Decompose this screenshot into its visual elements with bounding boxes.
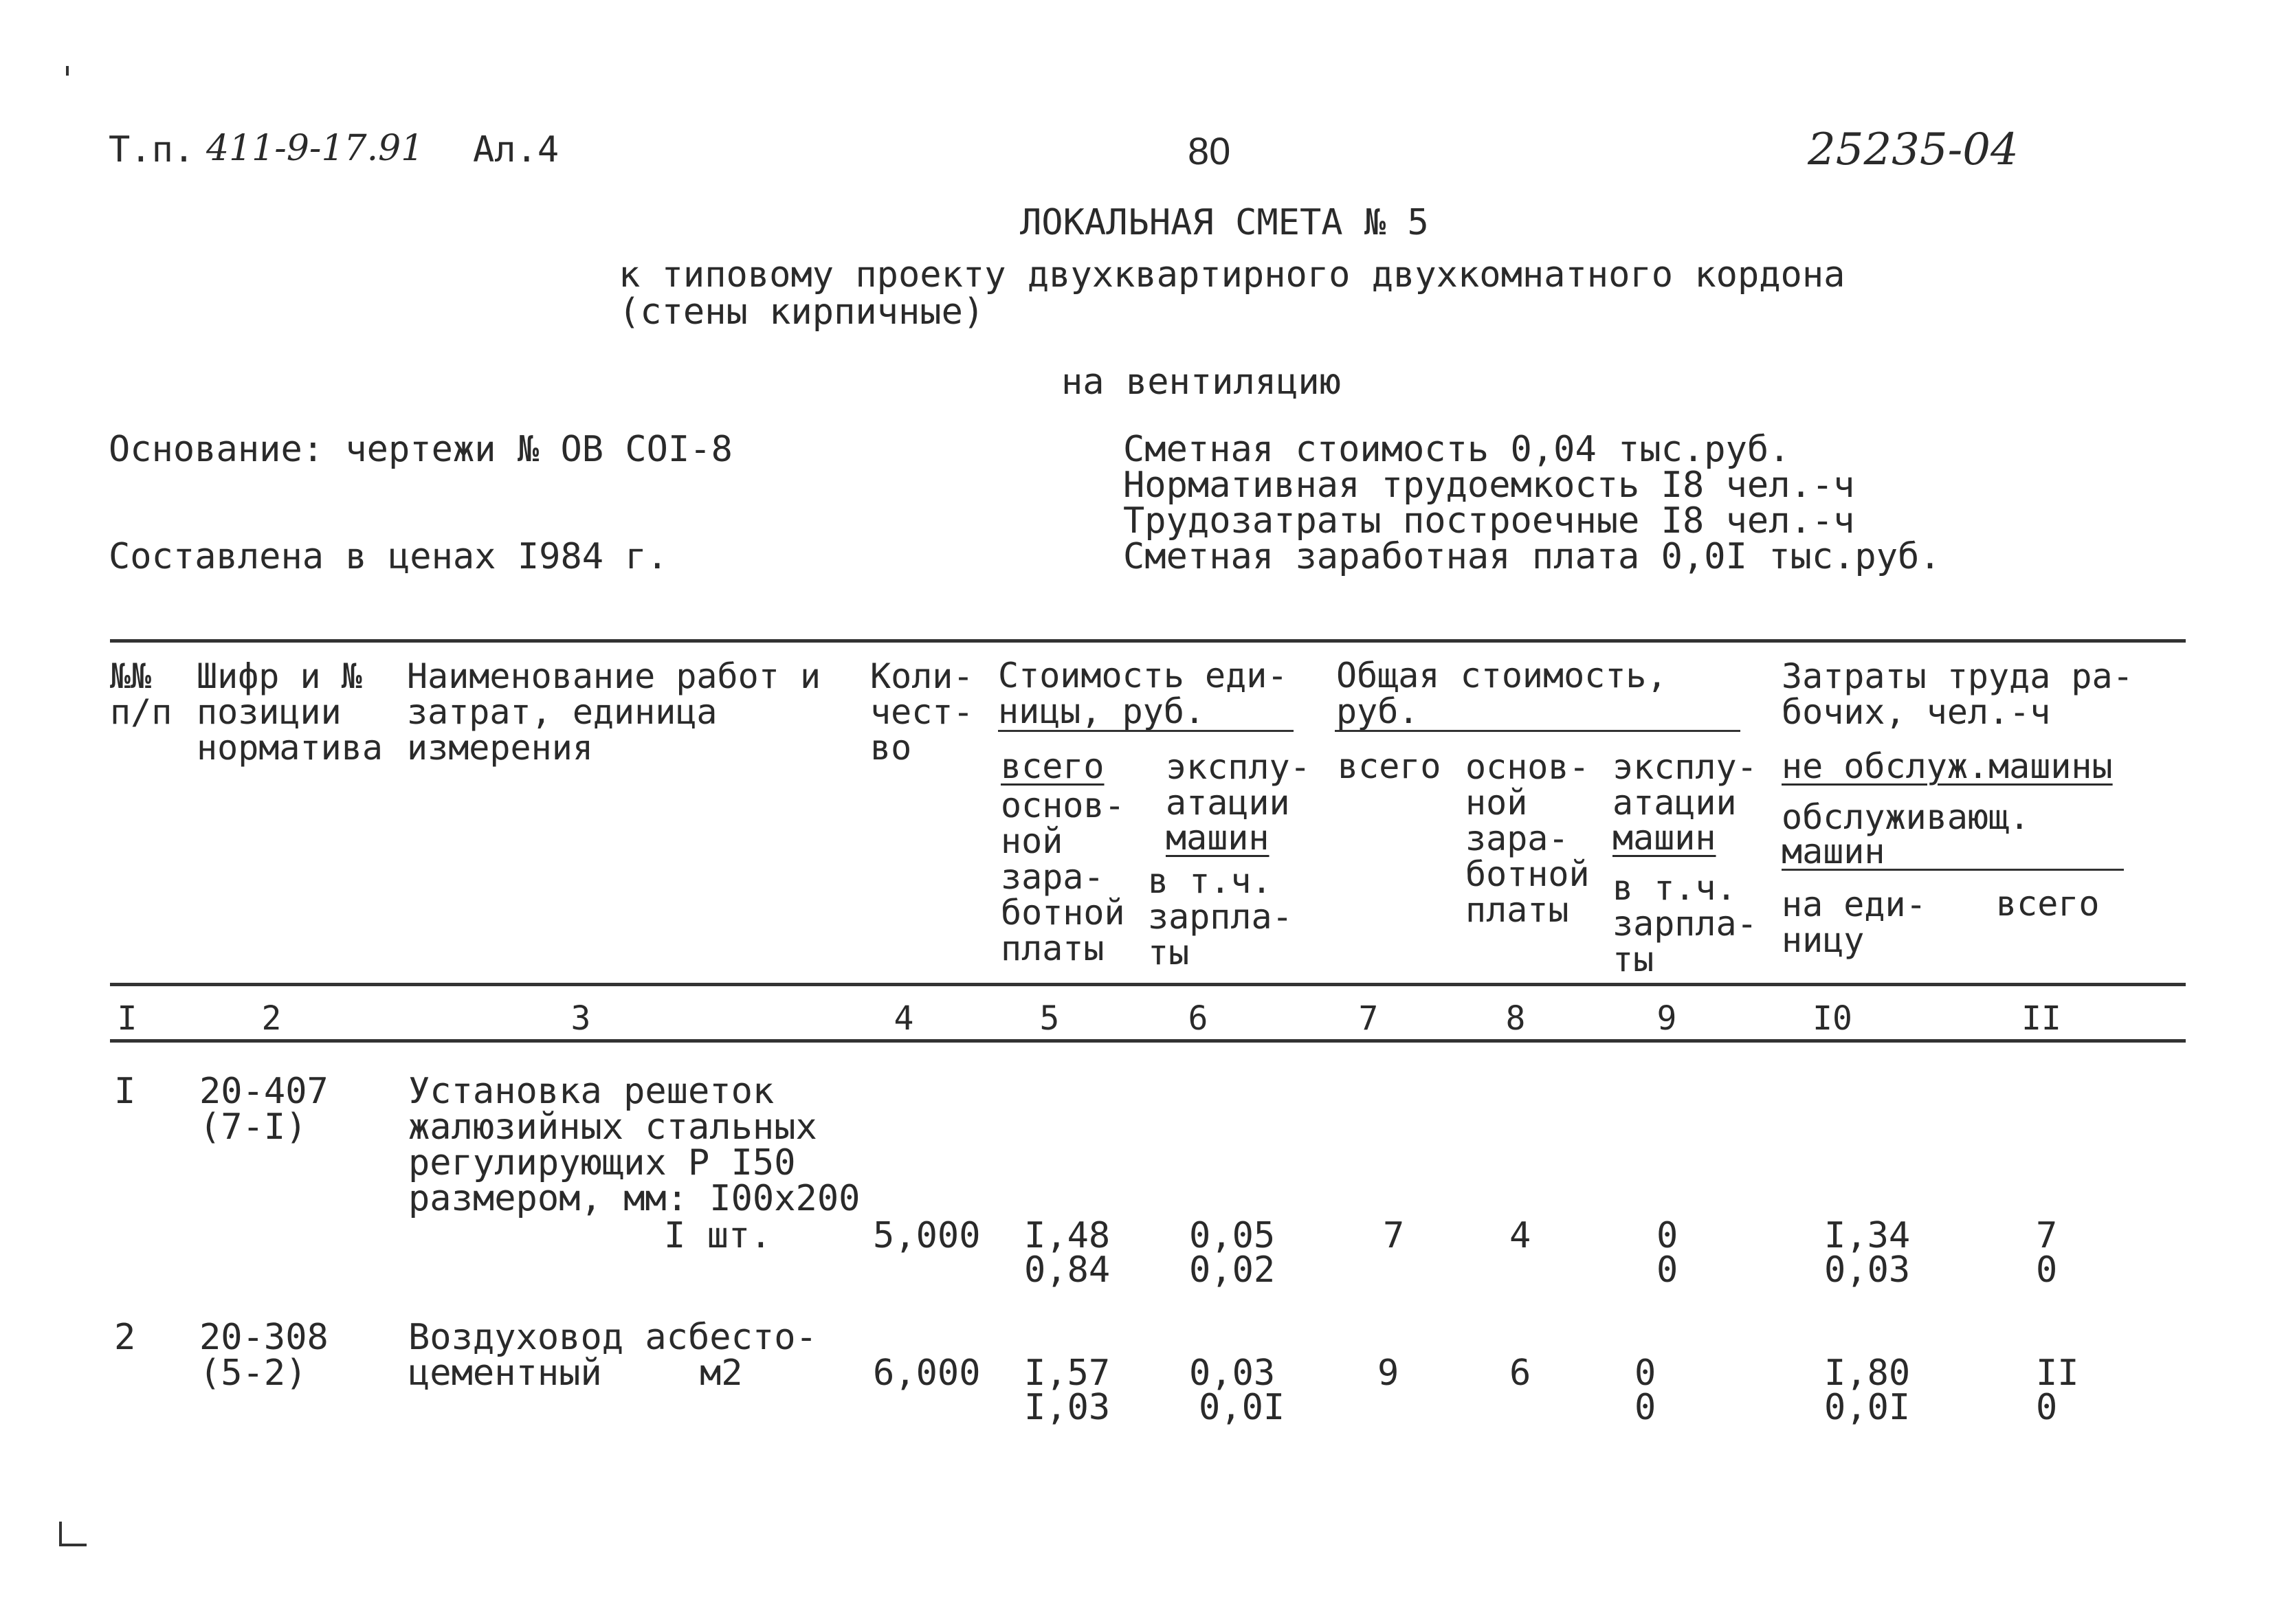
row-2-labor-unit-2: 0,0I [1824,1387,1911,1428]
row-1-code: 20-407 (7-I) [199,1071,329,1148]
row-1-total-all: 7 [1383,1215,1405,1256]
col-header-code: Шифр и № позиции норматива [197,656,383,768]
estimated-cost: Сметная стоимость 0,04 тыс.руб. [1123,429,1790,470]
column-numbers-rule [110,1039,2186,1043]
col-header-labor-non: не обслуж.машины [1782,746,2113,786]
row-2-total-wage: 6 [1509,1353,1531,1394]
col-header-unit-mach: эксплу- атации [1166,747,1311,823]
title-line-1: к типовому проекту двухквартирного двухкомнатного кордона [619,254,1845,296]
row-2-total-all: 9 [1377,1353,1399,1394]
row-2-unit: м2 [700,1353,743,1394]
row-1-unit-mach-wage: 0,02 [1189,1249,1276,1291]
row-1-unit-total: I,48 [1024,1215,1111,1256]
col-header-total-mach-2: машин [1612,818,1716,858]
column-number: 8 [1505,999,1526,1038]
prices-text: Составлена в ценах I984 г. [109,536,668,577]
col-header-num: №№ п/п [110,656,173,732]
header-bottom-rule [110,983,2186,986]
doc-code: 411-9-17.91 [206,128,424,169]
col-header-total-wage: основ- ной зара- ботной платы [1465,747,1590,930]
col-header-name: Наименование работ и затрат, единица измерения [407,656,821,768]
row-1-total-mach-wage: 0 [1656,1249,1678,1291]
row-2-unit-total: I,57 [1024,1353,1111,1394]
album-label: Ал.4 [473,129,559,170]
table-top-rule [110,639,2186,643]
labor-site: Трудозатраты построечные I8 чел.-ч [1123,500,1855,542]
doc-prefix: Т.п. [109,129,195,170]
row-1-labor-total: 7 [2036,1215,2058,1256]
column-number: 5 [1039,999,1060,1038]
col-header-labor: Затраты труда ра- бочих, чел.-ч [1782,656,2133,732]
row-1-num: I [114,1071,136,1112]
col-header-qty: Коли- чест- во [870,656,974,768]
scan-mark [66,66,69,76]
labor-norm: Нормативная трудоемкость I8 чел.-ч [1123,465,1855,506]
row-1-labor-total-2: 0 [2036,1249,2058,1291]
corner-mark [59,1544,87,1546]
row-2-name: Воздуховод асбесто- [408,1317,817,1358]
row-1-qty: 5,000 [873,1215,981,1256]
col-header-labor-unit: на еди- ницу [1782,885,1927,960]
col-header-labor-total: всего [1996,884,2100,924]
row-2-name-2: цементный [408,1353,602,1394]
col-header-unit-total: всего [1001,746,1105,786]
basis-text: Основание: чертежи № ОВ СОI-8 [109,429,733,470]
row-1-labor-unit-2: 0,03 [1824,1249,1911,1291]
row-1-labor-unit: I,34 [1824,1215,1911,1256]
row-2-total-mach: 0 [1634,1353,1656,1394]
col-header-unit-cost-2: ницы, руб. [998,691,1206,731]
col-header-total-cost-2: руб. [1336,691,1419,731]
estimate-subject: на вентиляцию [1061,361,1341,403]
title-line-2: (стены кирпичные) [619,291,985,333]
row-1-total-wage: 4 [1509,1215,1531,1256]
estimated-wages: Сметная заработная плата 0,0I тыс.руб. [1123,536,1941,577]
col-header-unit-cost: Стоимость еди- [998,656,1288,696]
column-number: II [2021,999,2061,1038]
column-number: I0 [1812,999,1852,1038]
column-number: 2 [261,999,282,1038]
column-number: 3 [570,999,591,1038]
col-header-total-mach: эксплу- атации [1612,747,1758,823]
row-2-unit-mach: 0,03 [1189,1353,1276,1394]
col-header-total-all: всего [1338,746,1441,786]
col-header-total-mach-wage: в т.ч. зарпла- ты [1612,868,1758,979]
col-header-labor-serv: обслуживающ. [1782,797,2030,837]
row-1-unit: I шт. [664,1215,772,1256]
row-2-labor-total: II [2036,1353,2079,1394]
column-number: 6 [1188,999,1208,1038]
page-number: 80 [1188,129,1231,173]
row-2-labor-total-2: 0 [2036,1387,2058,1428]
row-2-qty: 6,000 [873,1353,981,1394]
estimate-heading: ЛОКАЛЬНАЯ СМЕТА № 5 [1020,202,1429,243]
row-2-code: 20-308 (5-2) [199,1317,329,1394]
col-header-labor-serv-2: машин [1782,832,1885,871]
row-1-unit-wage: 0,84 [1024,1249,1111,1291]
row-1-unit-mach: 0,05 [1189,1215,1276,1256]
row-2-total-mach-wage: 0 [1634,1387,1656,1428]
row-2-labor-unit: I,80 [1824,1353,1911,1394]
doc-number: 25235-04 [1808,124,2019,175]
row-2-unit-mach-wage: 0,0I [1199,1387,1285,1428]
col-header-unit-wage: основ- ной зара- ботной платы [1001,786,1125,968]
col-header-unit-mach-wage: в т.ч. зарпла- ты [1148,861,1293,972]
column-number: 4 [894,999,914,1038]
column-number: 9 [1656,999,1677,1038]
column-number: 7 [1358,999,1379,1038]
column-number: I [117,999,137,1038]
col-header-unit-mach-2: машин [1166,818,1269,858]
row-2-num: 2 [114,1317,136,1358]
col-header-total-cost: Общая стоимость, [1336,656,1667,696]
row-1-total-mach: 0 [1656,1215,1678,1256]
corner-mark [59,1522,62,1545]
row-1-name: Установка решеток жалюзийных стальных регулирующих Р I50 размером, мм: I00х200 [408,1071,861,1219]
row-2-unit-wage: I,03 [1024,1387,1111,1428]
